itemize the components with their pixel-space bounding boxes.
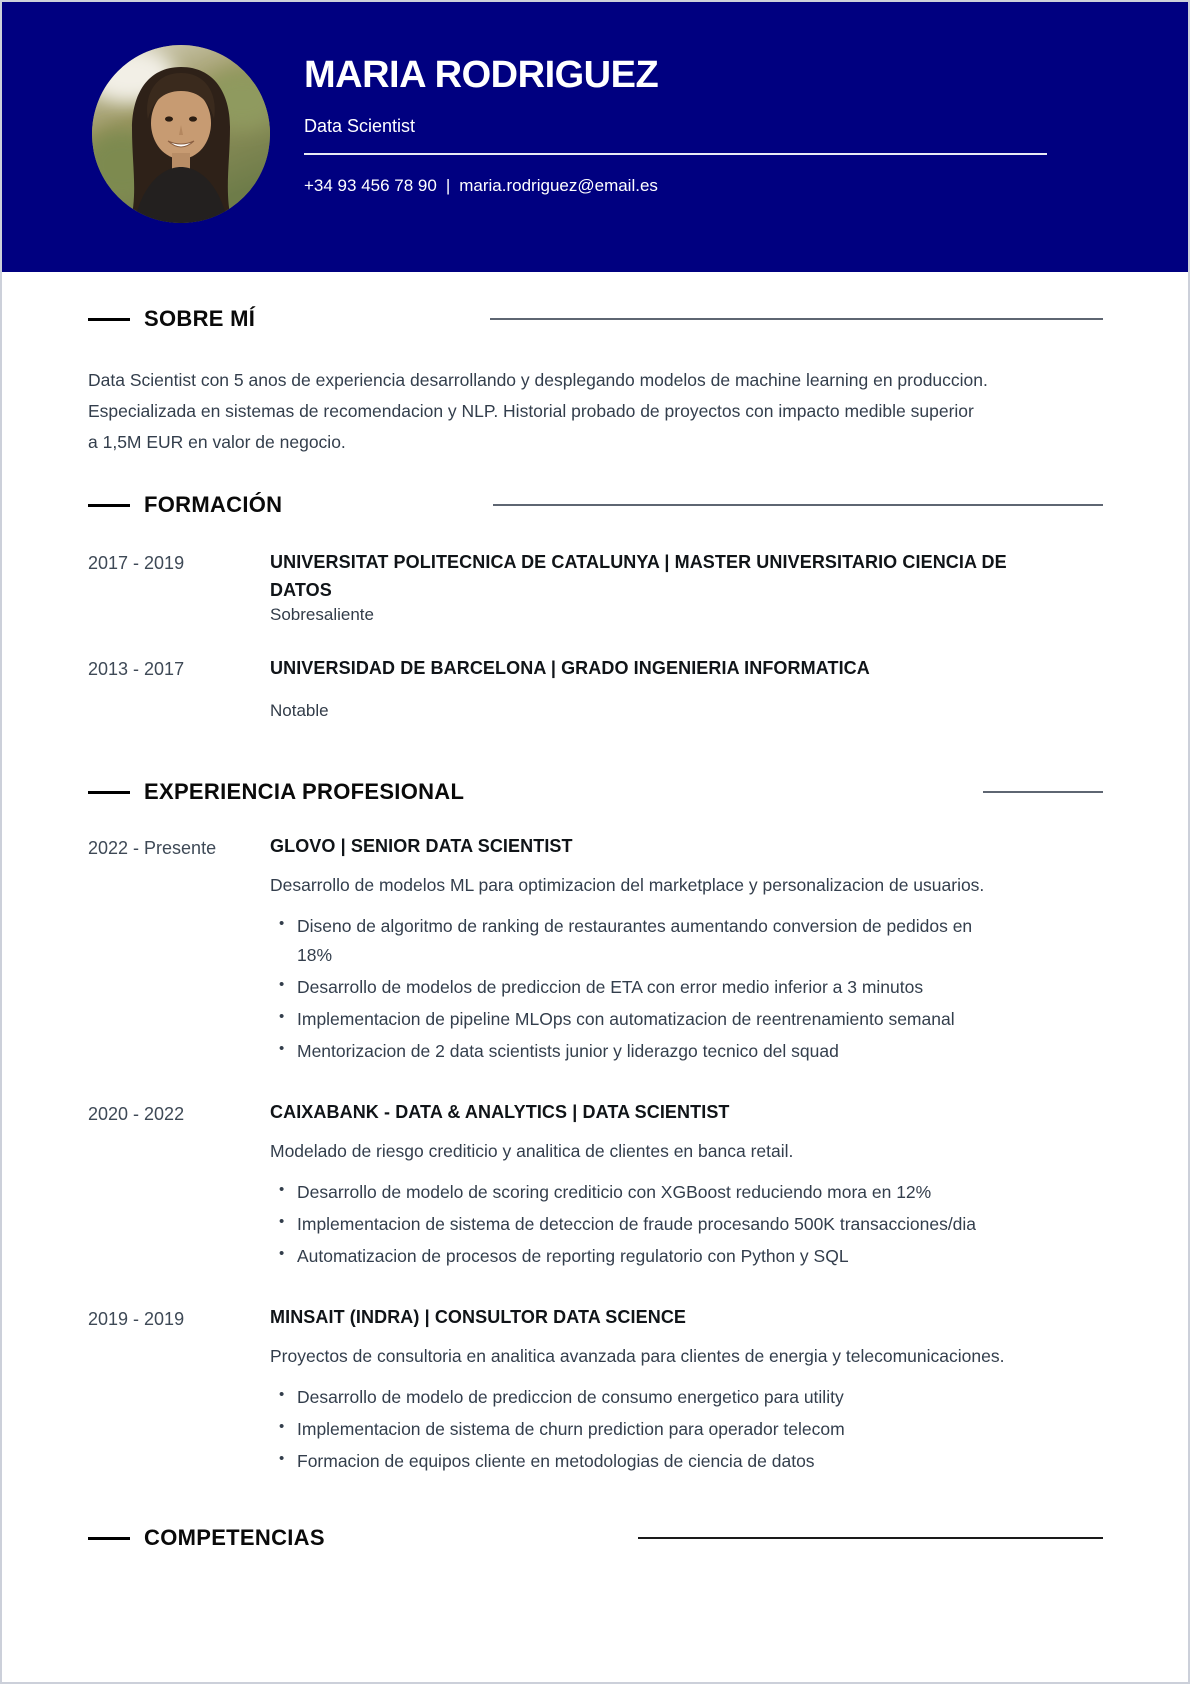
contact-line <box>304 176 1049 196</box>
header-text-group <box>304 56 1049 196</box>
education-details <box>270 654 1103 722</box>
experience-description: Modelado de riesgo crediticio y analitica de clientes en banca retail. <box>270 1141 794 1161</box>
experience-heading: EXPERIENCIA PROFESIONAL <box>144 779 465 804</box>
education-item <box>88 548 1103 626</box>
experience-bullet: • Implementacion de sistema de churn prediction para operador telecom <box>270 1415 1010 1444</box>
education-title: UNIVERSIDAD DE BARCELONA | GRADO INGENIERIA INFORMATICA <box>270 658 870 678</box>
experience-details <box>270 833 1103 1069</box>
education-details <box>270 548 1103 626</box>
heading-dash <box>88 791 130 794</box>
phone-number: +34 93 456 78 90 <box>304 176 437 195</box>
header-divider <box>304 153 1047 155</box>
profile-photo-image <box>92 45 270 223</box>
experience-bullet: • Formacion de equipos cliente en metodologias de ciencia de datos <box>270 1447 1010 1476</box>
education-item <box>88 654 1103 722</box>
heading-dash <box>88 318 130 321</box>
experience-bullet: • Implementacion de sistema de deteccion de fraude procesando 500K transacciones/dia <box>270 1210 1010 1239</box>
experience-details <box>270 1304 1103 1479</box>
contact-separator: | <box>445 176 451 195</box>
education-dates: 2013 - 2017 <box>88 659 185 679</box>
email-address: maria.rodriguez@email.es <box>459 176 658 195</box>
experience-description: Desarrollo de modelos ML para optimizacion del marketplace y personalizacion de usuarios. <box>270 875 985 895</box>
experience-title: MINSAIT (INDRA) | CONSULTOR DATA SCIENCE <box>270 1307 687 1327</box>
heading-rule <box>490 318 1103 320</box>
experience-dates: 2020 - 2022 <box>88 1104 185 1124</box>
experience-title: GLOVO | SENIOR DATA SCIENTIST <box>270 836 573 856</box>
experience-bullet: • Desarrollo de modelo de scoring crediticio con XGBoost reduciendo mora en 12% <box>270 1178 1010 1207</box>
skills-heading: COMPETENCIAS <box>144 1525 325 1550</box>
experience-bullet: • Implementacion de pipeline MLOps con automatizacion de reentrenamiento semanal <box>270 1005 1010 1034</box>
heading-dash <box>88 504 130 507</box>
job-title: Data Scientist <box>304 116 416 136</box>
education-dates: 2017 - 2019 <box>88 553 185 573</box>
education-grade: Sobresaliente <box>270 605 374 624</box>
experience-title: CAIXABANK - DATA & ANALYTICS | DATA SCIENTIST <box>270 1102 730 1122</box>
experience-bullet: • Mentorizacion de 2 data scientists junior y liderazgo tecnico del squad <box>270 1037 1010 1066</box>
experience-bullet-list <box>270 1383 1010 1476</box>
experience-bullet: • Desarrollo de modelos de prediccion de ETA con error medio inferior a 3 minutos <box>270 973 1010 1002</box>
education-heading: FORMACIÓN <box>144 492 283 517</box>
experience-dates: 2022 - Presente <box>88 838 217 858</box>
section-heading-about <box>88 306 1103 332</box>
heading-dash <box>88 1537 130 1540</box>
experience-bullet: • Diseno de algoritmo de ranking de restaurantes aumentando conversion de pedidos en 18% <box>270 912 1010 970</box>
about-paragraph: Data Scientist con 5 anos de experiencia desarrollando y desplegando modelos de machine learning en produccion. Especializada en sistemas de recomendacion y NLP. Historial probado de proyectos con impacto medible superior a 1,5M EUR en valor de negocio. <box>88 370 988 452</box>
experience-description: Proyectos de consultoria en analitica avanzada para clientes de energia y telecomunicaciones. <box>270 1346 1005 1366</box>
experience-item <box>88 1099 1103 1274</box>
heading-rule <box>638 1537 1103 1539</box>
section-heading-experience <box>88 779 1103 805</box>
about-heading: SOBRE MÍ <box>144 306 256 331</box>
education-grade: Notable <box>270 701 329 720</box>
experience-item <box>88 833 1103 1069</box>
experience-bullet-list <box>270 912 1010 1066</box>
heading-rule <box>983 791 1103 793</box>
experience-bullet-list <box>270 1178 1010 1271</box>
resume-body <box>2 306 1188 1551</box>
education-title: UNIVERSITAT POLITECNICA DE CATALUNYA | MASTER UNIVERSITARIO CIENCIA DE DATOS <box>270 552 1007 600</box>
resume-header <box>2 2 1188 272</box>
profile-photo <box>92 45 270 223</box>
person-name: MARIA RODRIGUEZ <box>304 54 659 96</box>
experience-dates: 2019 - 2019 <box>88 1309 185 1329</box>
section-heading-skills <box>88 1525 1103 1551</box>
experience-bullet: • Automatizacion de procesos de reporting regulatorio con Python y SQL <box>270 1242 1010 1271</box>
heading-rule <box>493 504 1103 506</box>
section-heading-education <box>88 492 1103 518</box>
experience-item <box>88 1304 1103 1479</box>
experience-details <box>270 1099 1103 1274</box>
experience-bullet: • Desarrollo de modelo de prediccion de consumo energetico para utility <box>270 1383 1010 1412</box>
